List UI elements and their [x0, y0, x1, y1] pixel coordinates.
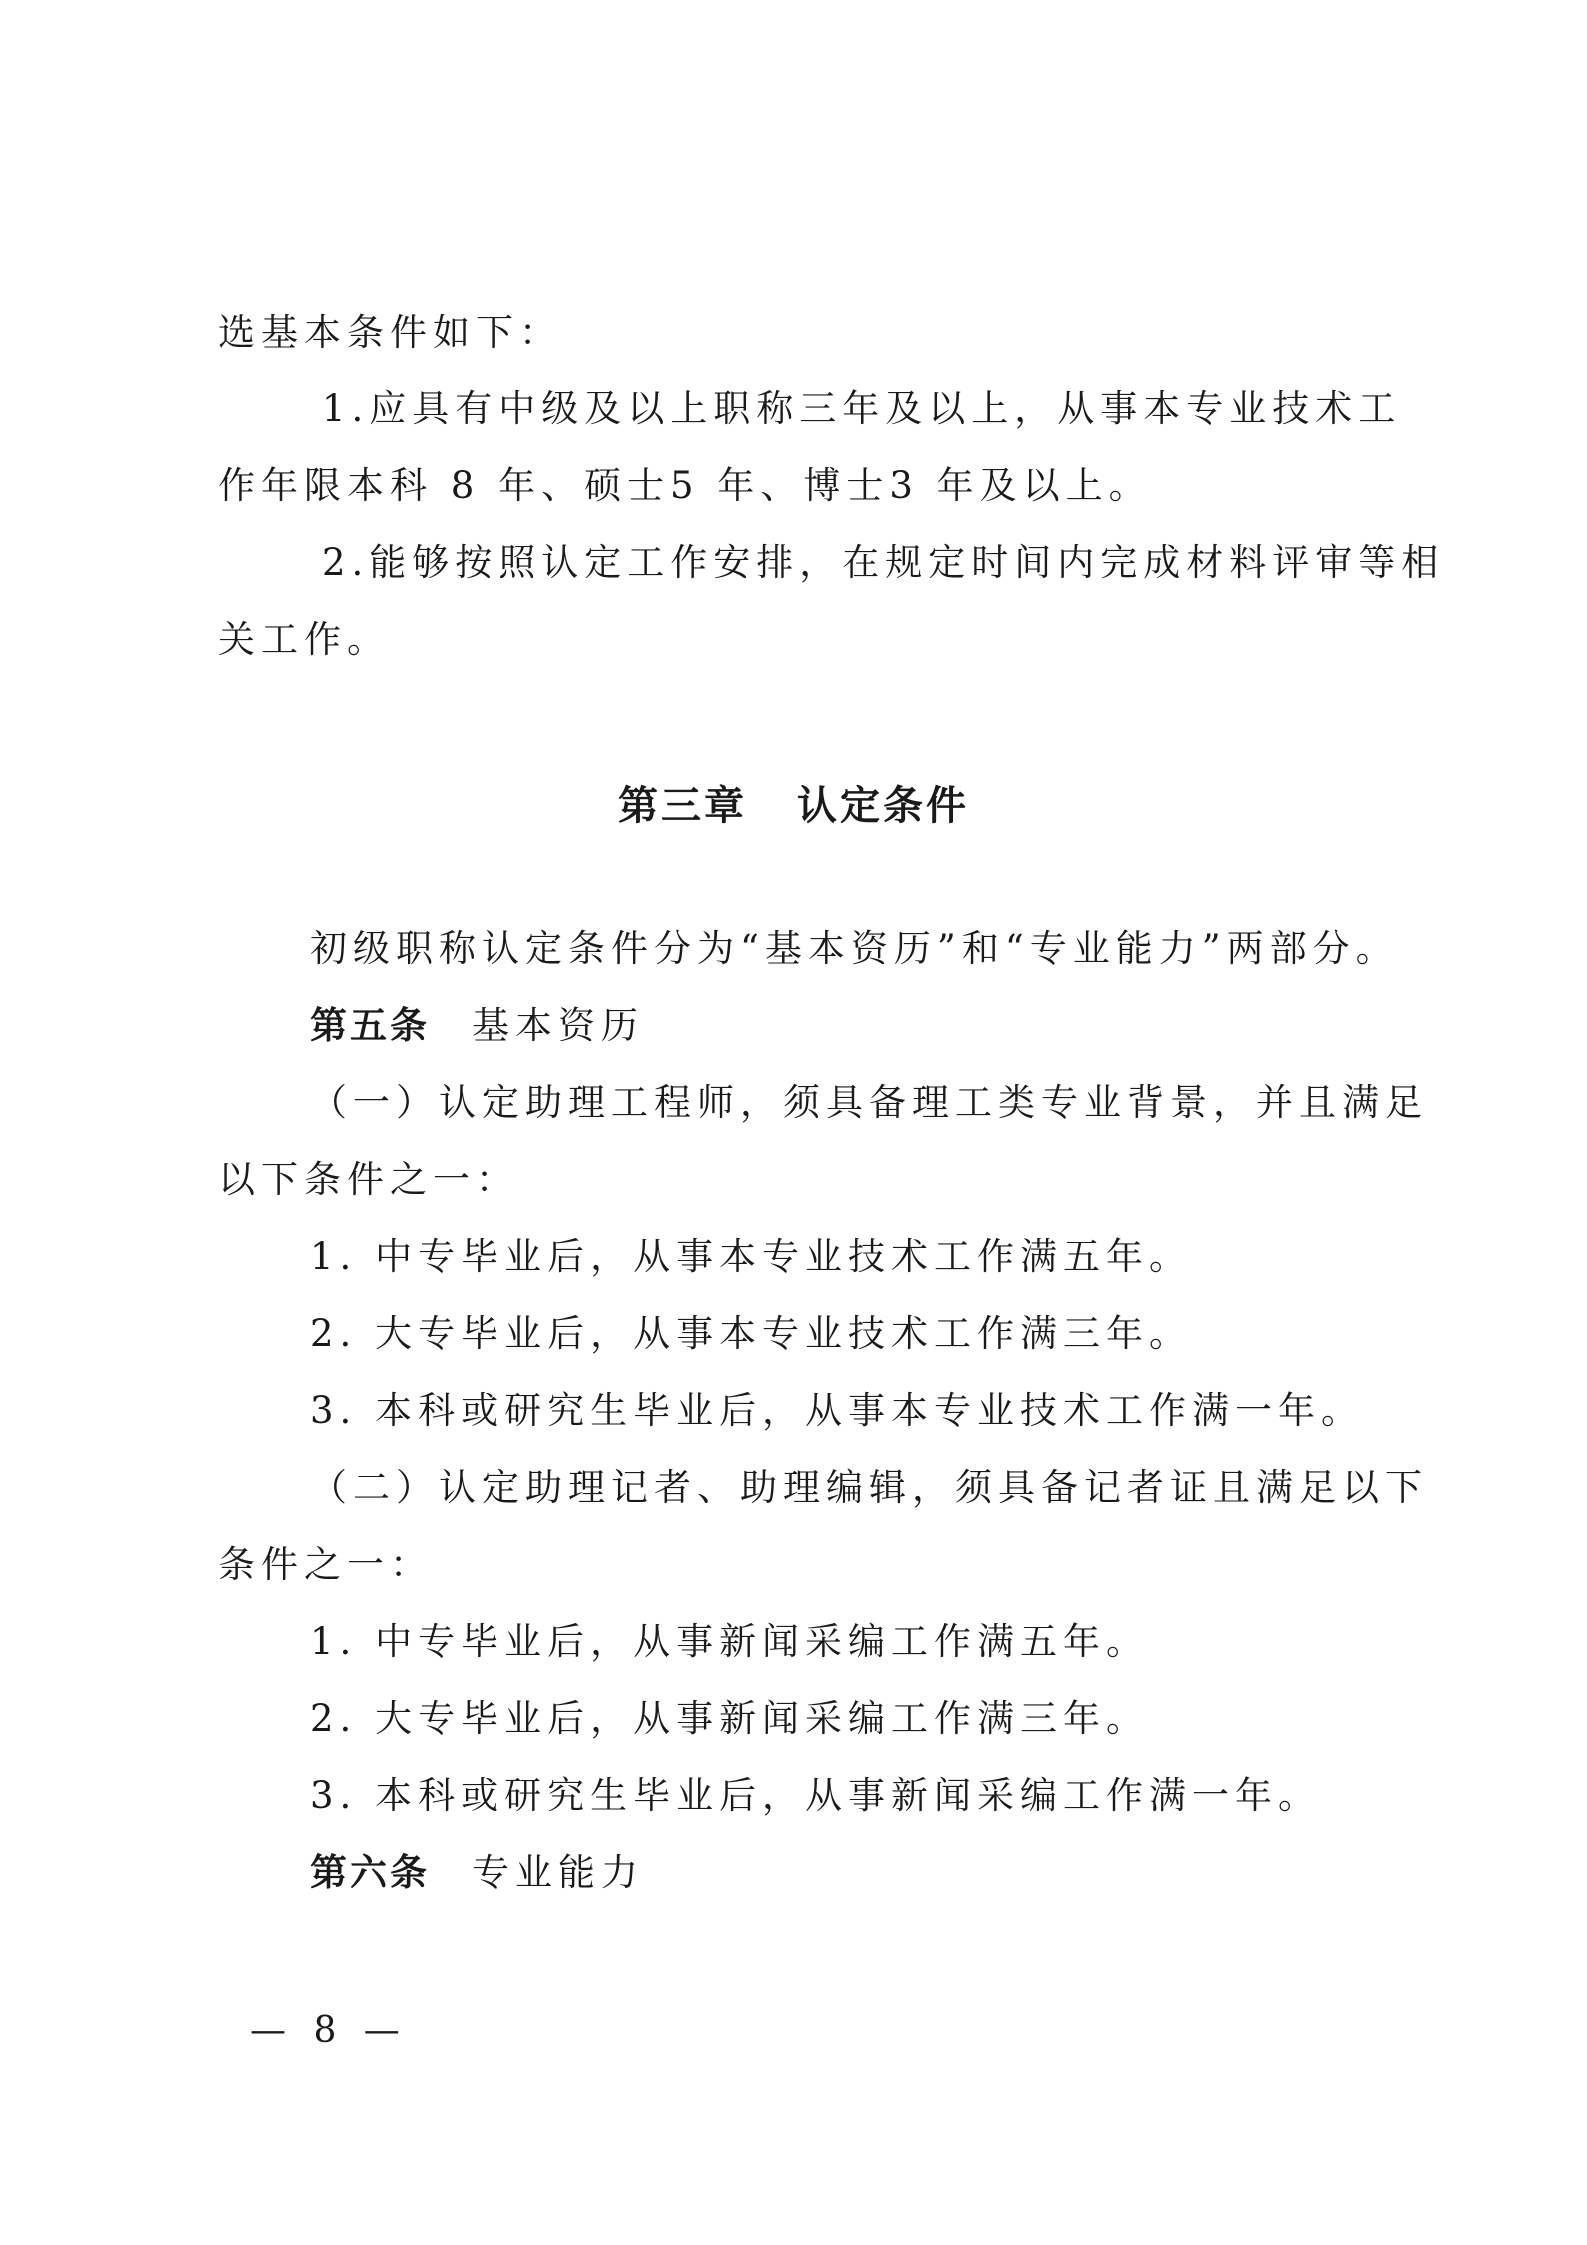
chapter-title: 认定条件 [797, 783, 969, 829]
article-5-heading [310, 1004, 644, 1047]
section-1-item-2: 2. 大专毕业后，从事本专业技术工作满三年。 [310, 1312, 1193, 1355]
article-6-label: 第六条 [310, 1851, 430, 1894]
body-line-2: 1.应具有中级及以上职称三年及以上，从事本专业技术工 [322, 387, 1402, 430]
article-6-heading [310, 1851, 644, 1894]
article-6-title: 专业能力 [472, 1851, 644, 1894]
section-1-line-2: 以下条件之一： [218, 1158, 519, 1201]
chapter-number: 第三章 [618, 783, 747, 829]
section-2-item-1: 1. 中专毕业后，从事新闻采编工作满五年。 [310, 1620, 1150, 1663]
section-2-item-2: 2. 大专毕业后，从事新闻采编工作满三年。 [310, 1697, 1150, 1740]
chapter-heading [0, 774, 1587, 831]
body-line-3: 作年限本科 8 年、硕士5 年、博士3 年及以上。 [218, 464, 1152, 507]
body-line-4: 2.能够按照认定工作安排，在规定时间内完成材料评审等相 [322, 541, 1445, 584]
page-number: — 8 — [250, 2010, 408, 2051]
section-2-line-1: （二）认定助理记者、助理编辑，须具备记者证且满足以下 [310, 1466, 1428, 1509]
article-5-label: 第五条 [310, 1004, 430, 1047]
body-line-5: 关工作。 [218, 618, 390, 661]
section-1-line-1: （一）认定助理工程师，须具备理工类专业背景，并且满足 [310, 1081, 1428, 1124]
chapter-intro: 初级职称认定条件分为“基本资历”和“专业能力”两部分。 [310, 927, 1399, 970]
section-2-item-3: 3. 本科或研究生毕业后，从事新闻采编工作满一年。 [310, 1774, 1322, 1817]
section-1-item-3: 3. 本科或研究生毕业后，从事本专业技术工作满一年。 [310, 1389, 1365, 1432]
article-5-title: 基本资历 [472, 1004, 644, 1047]
section-1-item-1: 1. 中专毕业后，从事本专业技术工作满五年。 [310, 1235, 1193, 1278]
section-2-line-2: 条件之一： [218, 1543, 433, 1586]
body-line-1: 选基本条件如下： [218, 311, 562, 354]
